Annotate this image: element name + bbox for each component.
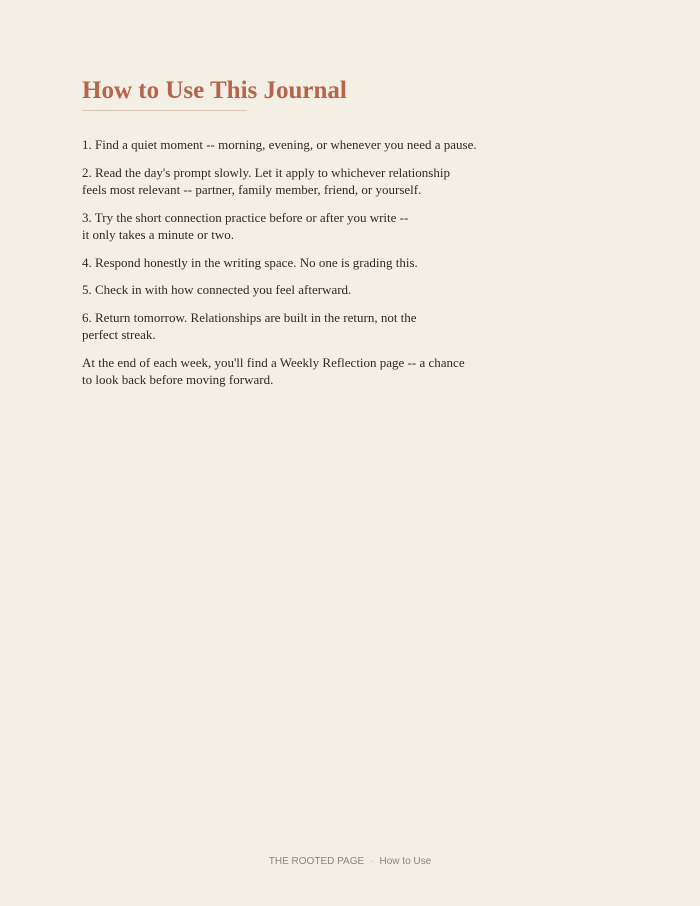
page-title: How to Use This Journal [82, 77, 347, 104]
weekly-reflection-note: At the end of each week, you'll find a Weekly Reflection page -- a chance to look back before moving forward. [82, 354, 465, 387]
page-footer [0, 855, 700, 869]
footer-brand: THE ROOTED PAGE [268, 856, 365, 867]
instruction-step-3: 3. Try the short connection practice before or after you write -- it only takes a minute or two. [82, 209, 409, 242]
instruction-step-2: 2. Read the day's prompt slowly. Let it apply to whichever relationship feels most relevant -- partner, family member, friend, or yourself. [82, 164, 450, 197]
instruction-step-5: 5. Check in with how connected you feel afterward. [82, 282, 352, 297]
footer-separator: · [370, 856, 374, 867]
instruction-step-1: 1. Find a quiet moment -- morning, evening, or whenever you need a pause. [82, 137, 477, 152]
instruction-step-4: 4. Respond honestly in the writing space. No one is grading this. [82, 254, 418, 270]
instructions-body [82, 136, 482, 399]
title-underline [82, 110, 247, 111]
instruction-step-6: 6. Return tomorrow. Relationships are built in the return, not the perfect streak. [82, 309, 417, 342]
footer-section: How to Use [379, 856, 432, 867]
